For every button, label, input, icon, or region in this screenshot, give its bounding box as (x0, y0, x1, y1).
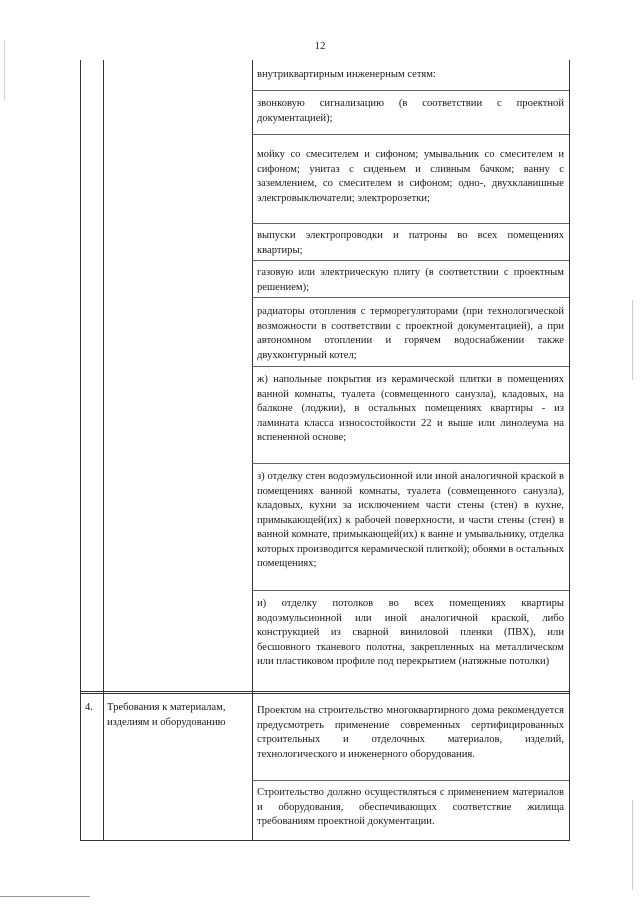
paragraph-separator (252, 463, 569, 464)
paragraph-separator (252, 134, 569, 135)
continuation-paragraph: з) отделку стен водоэмульсионной или иной аналогичной краской в помещениях ванной комнаты, туалета (совмещенного санузла), кладовых, кухни за исключением части стены (стен) в кухне, примыкающей(их) к рабочей поверхности, и части стены (стен) в ванной комнате, примыкающей(их) к ванне и умывальнику, отделка которых производится керамической плиткой); обоями в остальных помещениях; (257, 471, 564, 569)
paragraph-separator (252, 780, 569, 781)
paragraph-separator (252, 366, 569, 367)
scan-mark (632, 800, 633, 890)
paragraph-separator (252, 590, 569, 591)
row-number: 4. (85, 702, 93, 713)
continuation-paragraph: ж) напольные покрытия из керамической плитки в помещениях ванной комнаты, туалета (совмещенного санузла), кладовых, на балконе (лоджии), в остальных помещениях квартиры - из ламината класса износостойкости 22 и выше или линолеума на вспененной основе; (257, 374, 564, 443)
paragraph-separator (252, 90, 569, 91)
paragraph-separator (252, 260, 569, 261)
continuation-paragraph: и) отделку потолков во всех помещениях квартиры водоэмульсионной или иной аналогичной краской, либо конструкцией из сварной виниловой пленки (ПВХ), или бесшовного тканевого полотна, закрепленных на металлическом или пластиковом профиле под перекрытием (натяжные потолки) (257, 598, 564, 667)
row-paragraph: Строительство должно осуществляться с применением материалов и оборудования, обеспечивающих соответствие жилища требованиям проектной документации. (257, 787, 564, 827)
continuation-paragraph: газовую или электрическую плиту (в соответствии с проектным решением); (257, 267, 564, 293)
continuation-paragraph: мойку со смесителем и сифоном; умывальник со смесителем и сифоном; унитаз с сиденьем и сливным бачком; ванну с заземлением, со смесителем и сифоном; одно-, двухклавишные электровыключатели; электророзетки; (257, 149, 564, 204)
bottom-edge-rule (0, 896, 90, 897)
page-number: 12 (314, 40, 326, 52)
row-divider (81, 691, 569, 694)
continuation-paragraph: звонковую сигнализацию (в соответствии с проектной документацией); (257, 98, 564, 124)
scan-mark (632, 300, 633, 380)
continuation-paragraph: радиаторы отопления с терморегуляторами (при технологической возможности в соответствии с проектной документацией), а при автономном отоплении и горячем водоснабжении также двухконтурный котел; (257, 306, 564, 361)
paragraph-separator (252, 223, 569, 224)
row-paragraph: Проектом на строительство многоквартирного дома рекомендуется предусмотреть применение современных сертифицированных строительных и отделочных материалов, изделий, технологического и инженерного оборудования. (257, 705, 564, 760)
row-title: Требования к материалам, изделиям и оборудованию (107, 702, 226, 728)
column-divider-2 (252, 60, 253, 840)
continuation-paragraph: внутриквартирным инженерным сетям: (257, 69, 436, 80)
paragraph-separator (252, 297, 569, 298)
requirements-table (80, 60, 570, 841)
continuation-paragraph: выпуски электропроводки и патроны во всех помещениях квартиры; (257, 230, 564, 256)
scan-mark (4, 40, 5, 100)
column-divider-1 (103, 60, 104, 840)
